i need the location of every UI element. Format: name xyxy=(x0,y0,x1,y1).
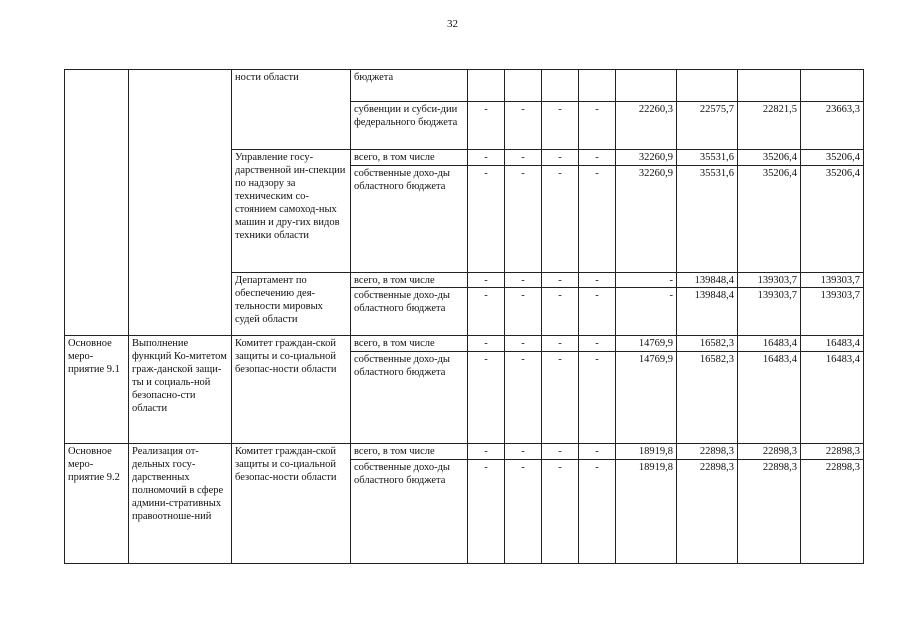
year-value-cell: - xyxy=(468,102,505,150)
amount-cell: 35206,4 xyxy=(801,150,864,166)
year-value-cell: - xyxy=(579,166,616,273)
year-value-cell: - xyxy=(468,460,505,564)
table-row xyxy=(65,336,864,352)
amount-cell: 139848,4 xyxy=(677,288,738,336)
year-value-cell: - xyxy=(468,273,505,288)
funding-source-cell: всего, в том числе xyxy=(351,444,468,460)
amount-cell: 22821,5 xyxy=(738,102,801,150)
measure-number-cell: Основное меро-приятие 9.2 xyxy=(65,444,129,564)
amount-cell: 35206,4 xyxy=(801,166,864,273)
amount-cell: 32260,9 xyxy=(616,166,677,273)
executor-cell: Управление госу-дарственной ин-спекции по надзору за техническим со-стоянием самоход-ных машин и дру-гих видов техники области xyxy=(232,150,351,273)
amount-cell: 16483,4 xyxy=(801,336,864,352)
amount-cell: 32260,9 xyxy=(616,150,677,166)
year-value-cell: - xyxy=(468,352,505,444)
year-value-cell: - xyxy=(542,273,579,288)
amount-cell: 16483,4 xyxy=(801,352,864,444)
amount-cell xyxy=(738,70,801,102)
amount-cell xyxy=(801,70,864,102)
funding-source-cell: субвенции и субси-дии федерального бюджета xyxy=(351,102,468,150)
funding-source-cell: собственные дохо-ды областного бюджета xyxy=(351,460,468,564)
amount-cell: - xyxy=(616,273,677,288)
measure-name-cell: Выполнение функций Ко-митетом граж-данской защи-ты и социаль-ной безопасно-сти области xyxy=(129,336,232,444)
year-value-cell: - xyxy=(579,273,616,288)
amount-cell: 18919,8 xyxy=(616,444,677,460)
amount-cell: 35206,4 xyxy=(738,166,801,273)
amount-cell: 35531,6 xyxy=(677,166,738,273)
year-value-cell: - xyxy=(505,150,542,166)
year-value-cell: - xyxy=(468,444,505,460)
amount-cell: 23663,3 xyxy=(801,102,864,150)
year-value-cell xyxy=(468,70,505,102)
amount-cell: 14769,9 xyxy=(616,336,677,352)
year-value-cell: - xyxy=(505,460,542,564)
amount-cell: 16483,4 xyxy=(738,336,801,352)
year-value-cell: - xyxy=(542,150,579,166)
year-value-cell: - xyxy=(505,352,542,444)
funding-source-cell: собственные дохо-ды областного бюджета xyxy=(351,288,468,336)
year-value-cell: - xyxy=(505,336,542,352)
funding-source-cell: всего, в том числе xyxy=(351,150,468,166)
amount-cell: - xyxy=(616,288,677,336)
year-value-cell: - xyxy=(542,166,579,273)
measure-name-cell: Реализация от-дельных госу-дарственных полномочий в сфере админи-стративных правоотноше-ний xyxy=(129,444,232,564)
executor-cell: Департамент по обеспечению дея-тельности мировых судей области xyxy=(232,273,351,336)
year-value-cell: - xyxy=(468,336,505,352)
year-value-cell: - xyxy=(542,288,579,336)
amount-cell: 35531,6 xyxy=(677,150,738,166)
amount-cell: 139848,4 xyxy=(677,273,738,288)
amount-cell xyxy=(677,70,738,102)
amount-cell: 16582,3 xyxy=(677,336,738,352)
amount-cell: 139303,7 xyxy=(738,273,801,288)
funding-source-cell: всего, в том числе xyxy=(351,336,468,352)
year-value-cell: - xyxy=(468,288,505,336)
year-value-cell: - xyxy=(542,444,579,460)
measure-number-cell: Основное меро-приятие 9.1 xyxy=(65,336,129,444)
year-value-cell: - xyxy=(542,460,579,564)
year-value-cell xyxy=(505,70,542,102)
amount-cell: 22898,3 xyxy=(677,444,738,460)
funding-source-cell: собственные дохо-ды областного бюджета xyxy=(351,352,468,444)
year-value-cell: - xyxy=(505,102,542,150)
amount-cell: 35206,4 xyxy=(738,150,801,166)
year-value-cell: - xyxy=(542,352,579,444)
year-value-cell: - xyxy=(505,166,542,273)
year-value-cell: - xyxy=(579,288,616,336)
year-value-cell: - xyxy=(579,150,616,166)
year-value-cell: - xyxy=(468,166,505,273)
funding-source-cell: собственные дохо-ды областного бюджета xyxy=(351,166,468,273)
amount-cell: 22898,3 xyxy=(801,444,864,460)
amount-cell: 16582,3 xyxy=(677,352,738,444)
amount-cell: 22898,3 xyxy=(738,444,801,460)
amount-cell: 22898,3 xyxy=(677,460,738,564)
funding-source-cell: бюджета xyxy=(351,70,468,102)
amount-cell: 22898,3 xyxy=(801,460,864,564)
year-value-cell: - xyxy=(468,150,505,166)
executor-cell: ности области xyxy=(232,70,351,150)
year-value-cell: - xyxy=(505,273,542,288)
table-row xyxy=(65,444,864,460)
year-value-cell xyxy=(579,70,616,102)
amount-cell: 22898,3 xyxy=(738,460,801,564)
year-value-cell: - xyxy=(579,336,616,352)
budget-table xyxy=(64,69,864,564)
year-value-cell: - xyxy=(542,102,579,150)
amount-cell: 139303,7 xyxy=(801,273,864,288)
year-value-cell: - xyxy=(579,460,616,564)
amount-cell: 139303,7 xyxy=(738,288,801,336)
amount-cell: 14769,9 xyxy=(616,352,677,444)
executor-cell: Комитет граждан-ской защиты и со-циальной безопас-ности области xyxy=(232,444,351,564)
table-row xyxy=(65,70,864,102)
year-value-cell: - xyxy=(505,444,542,460)
measure-number-cell xyxy=(65,70,129,336)
amount-cell xyxy=(616,70,677,102)
amount-cell: 22260,3 xyxy=(616,102,677,150)
funding-source-cell: всего, в том числе xyxy=(351,273,468,288)
amount-cell: 139303,7 xyxy=(801,288,864,336)
year-value-cell: - xyxy=(579,352,616,444)
year-value-cell: - xyxy=(542,336,579,352)
executor-cell: Комитет граждан-ской защиты и со-циальной безопас-ности области xyxy=(232,336,351,444)
year-value-cell xyxy=(542,70,579,102)
page-number: 32 xyxy=(447,18,458,30)
amount-cell: 22575,7 xyxy=(677,102,738,150)
measure-name-cell xyxy=(129,70,232,336)
amount-cell: 18919,8 xyxy=(616,460,677,564)
amount-cell: 16483,4 xyxy=(738,352,801,444)
year-value-cell: - xyxy=(505,288,542,336)
year-value-cell: - xyxy=(579,444,616,460)
year-value-cell: - xyxy=(579,102,616,150)
